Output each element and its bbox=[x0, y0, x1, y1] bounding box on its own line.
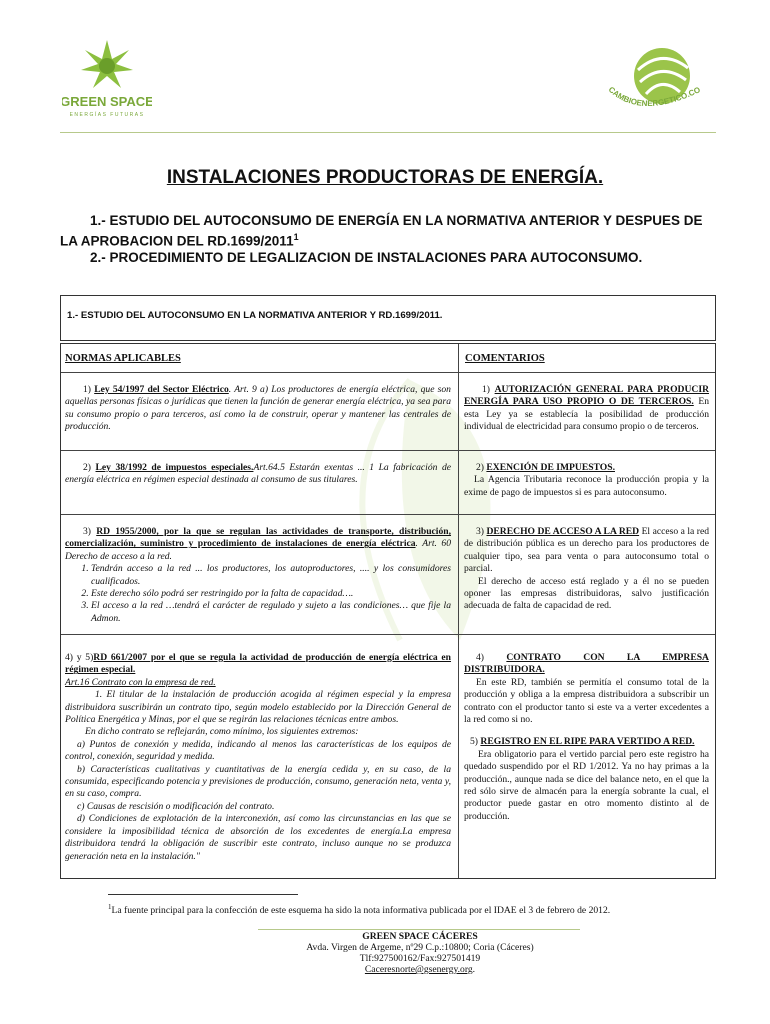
row1-right-num: 1) bbox=[482, 384, 490, 395]
row1-text: . Art. 9 a) Los productores de energía eléctrica, que son aquellas personas físicas o jurídicas que tienen la función de generar energía eléctrica, ya sea para su consumo propio o para terceros, así como la de construir, operar y mantener las centrales de producción. bbox=[65, 384, 451, 433]
row3-right-text2: El derecho de acceso está reglado y a él no se pueden oponer las empresas distribuidoras, salvo justificación adecuada de falta de capacidad de red. bbox=[464, 575, 709, 612]
row3-right-head: DERECHO DE ACCESO A LA RED bbox=[486, 526, 640, 537]
row1-right-text: En esta Ley ya se establecía la posibilidad de producción individual de electricidad para consumo propio o de terceros. bbox=[464, 396, 709, 433]
col-header-normas: NORMAS APLICABLES bbox=[65, 353, 181, 364]
row4-right-text: En este RD, también se permitía el consumo total de la producción y obliga a la empresa distribuidora a subscribir un contrato con el productor tanto si este va a verter excedentes a la red como si no. bbox=[464, 676, 709, 726]
footer-email-end: . bbox=[472, 964, 476, 975]
header-divider bbox=[60, 132, 716, 133]
row2-num: 2) bbox=[83, 462, 91, 473]
row-divider bbox=[61, 372, 715, 373]
footnote-text: La fuente principal para la confección de este esquema ha sido la nota informativa publicada por el IDAE el 3 de febrero de 2012. bbox=[111, 905, 611, 917]
list-item: 2. Este derecho sólo podrá ser restringido por la falta de capacidad…. bbox=[91, 588, 451, 600]
footnote bbox=[108, 903, 708, 916]
row-divider bbox=[61, 634, 715, 635]
footer-address: Avda. Virgen de Argeme, nº29 C.p.:10800; Coria (Cáceres) bbox=[306, 942, 534, 953]
row4-art: Art.16 Contrato con la empresa de red. bbox=[65, 676, 216, 688]
row-divider bbox=[61, 514, 715, 515]
logo-arc-text: CAMBIOENERGETICO.CO bbox=[606, 84, 702, 109]
row3-law: RD 1955/2000, por la que se regulan las actividades de transporte, distribución, comercialización, suministro y procedimiento de instalaciones de energía eléctrica bbox=[65, 526, 452, 550]
list-item: 3. El acceso a la red …tendrá el carácter de regulado y sujeto a las condiciones… que fije la Admon. bbox=[91, 600, 451, 625]
footnote-ref: 1 bbox=[293, 232, 299, 242]
row2-text: Art.64.5 Estarán exentas ... 1 La fabricación de energía eléctrica en régimen especial destinada al consumo de sus titulares. bbox=[65, 462, 452, 486]
points-block bbox=[60, 213, 710, 266]
row4-right-num: 4) bbox=[476, 652, 484, 663]
section-heading-box bbox=[60, 295, 716, 341]
cambioenergetico-logo bbox=[600, 42, 712, 122]
footer-email-link[interactable]: Caceresnorte@gsenergy.org bbox=[364, 964, 473, 975]
row4-law: RD 661/2007 por el que se regula la actividad de producción de energía eléctrica en régimen especial. bbox=[65, 652, 452, 676]
row3-left bbox=[65, 526, 451, 625]
row1-right-head: AUTORIZACIÓN GENERAL PARA PRODUCIR ENERGÍA PARA USO PROPIO O DE TERCEROS. bbox=[464, 384, 710, 408]
row1-law: Ley 54/1997 del Sector Eléctrico bbox=[94, 384, 229, 395]
row3-right-num: 3) bbox=[476, 526, 484, 537]
row1-right bbox=[464, 384, 709, 434]
row5-right-text: Era obligatorio para el vertido parcial pero este registro ha quedado suspendido por el RD 1/2012. Ya no hay primas a la producción., aunque nada se dice del balance neto, en el que la red sólo sirve de almacén para la energía sobrante la cual, el productor puede gastar en otro momento distinto al de producción. bbox=[464, 748, 709, 822]
row3-list bbox=[65, 563, 451, 625]
row2-right-num: 2) bbox=[476, 462, 484, 473]
row4-right-head: CONTRATO CON LA EMPRESA DISTRIBUIDORA. bbox=[464, 652, 709, 676]
row-divider bbox=[61, 450, 715, 451]
point-1-text: 1.- ESTUDIO DEL AUTOCONSUMO DE ENERGÍA EN LA NORMATIVA ANTERIOR Y DESPUES DE LA APROBACION DEL RD.1699/2011 bbox=[60, 213, 703, 249]
logo-tagline: ENERGÍAS FUTURAS bbox=[69, 112, 145, 118]
row5-right-num: 5) bbox=[470, 736, 478, 748]
point-1 bbox=[60, 213, 710, 250]
row2-right-text: La Agencia Tributaria reconoce la producción propia y la exime de pago de impuestos si es para autoconsumo. bbox=[464, 474, 709, 498]
row4-p2: En dicho contrato se reflejarán, como mínimo, los siguientes extremos: bbox=[85, 726, 359, 738]
greenspace-logo bbox=[62, 36, 152, 126]
footer-company: GREEN SPACE CÁCERES bbox=[362, 931, 478, 942]
row4-right bbox=[464, 652, 709, 823]
row1-num: 1) bbox=[83, 384, 91, 395]
footer-divider bbox=[258, 929, 580, 930]
list-item: 1. Tendrán acceso a la red ... los productores, los autoproductores, .... y los consumidores cualificados. bbox=[91, 563, 451, 588]
row5-right-head: REGISTRO EN EL RIPE PARA VERTIDO A RED. bbox=[480, 736, 695, 748]
row4-pb: b) Características cualitativas y cuantitativas de la energía cedida y, en su caso, de la consumida, especificando potencia y previsiones de producción, consumo, generación neta, venta y, en su caso, compra. bbox=[65, 763, 451, 800]
footnote-rule bbox=[108, 894, 298, 895]
row4-num: 4) y 5) bbox=[65, 652, 94, 663]
section-heading: 1.- ESTUDIO DEL AUTOCONSUMO EN LA NORMATIVA ANTERIOR Y RD.1699/2011. bbox=[67, 310, 443, 321]
row3-text: . Art. 60 Derecho de acceso a la red. bbox=[65, 538, 451, 562]
row1-left bbox=[65, 384, 451, 434]
norms-table bbox=[60, 343, 716, 879]
row4-pc: c) Causas de rescisión o modificación del contrato. bbox=[77, 800, 275, 812]
col-header-comentarios: COMENTARIOS bbox=[465, 353, 545, 364]
point-2: 2.- PROCEDIMIENTO DE LEGALIZACION DE INSTALACIONES PARA AUTOCONSUMO. bbox=[90, 249, 643, 265]
row4-p1: 1. El titular de la instalación de producción acogida al régimen especial y la empresa distribuidora suscribirán un contrato tipo, según modelo establecido por la Dirección General de Política Energética y Minas, por el que se regirán las relaciones técnicas entre ambos. bbox=[65, 689, 451, 726]
row4-pa: a) Puntos de conexión y medida, indicando al menos las características de los equipos de control, conexión, seguridad y medida. bbox=[65, 738, 451, 763]
column-divider bbox=[458, 344, 459, 878]
row3-right bbox=[464, 526, 709, 613]
row4-pd: d) Condiciones de explotación de la interconexión, así como las circunstancias en las que se considere la imposibilidad técnica de absorción de los excedentes de energía.La empresa distribuidora tendrá la obligación de suscribir este contrato, incluso aunque no se produzca generación neta en la instalación." bbox=[65, 813, 451, 862]
footer bbox=[200, 931, 640, 975]
row2-right bbox=[464, 462, 709, 499]
row4-left bbox=[65, 652, 451, 863]
row2-right-head: EXENCIÓN DE IMPUESTOS. bbox=[486, 462, 615, 473]
row3-num: 3) bbox=[83, 526, 91, 537]
footer-phone: Tlf:927500162/Fax:927501419 bbox=[359, 953, 481, 964]
row2-left bbox=[65, 462, 451, 487]
row3-right-text: El acceso a la red de distribución pública es un derecho para los productores de cualquier tipo, sea para venta o para autoconsumo total o parcial. bbox=[464, 526, 710, 575]
logo-name: GREEN SPACE bbox=[62, 94, 152, 109]
row2-law: Ley 38/1992 de impuestos especiales. bbox=[95, 462, 254, 473]
page-title: INSTALACIONES PRODUCTORAS DE ENERGÍA. bbox=[166, 167, 604, 188]
footnote-marker: 1 bbox=[108, 903, 112, 911]
